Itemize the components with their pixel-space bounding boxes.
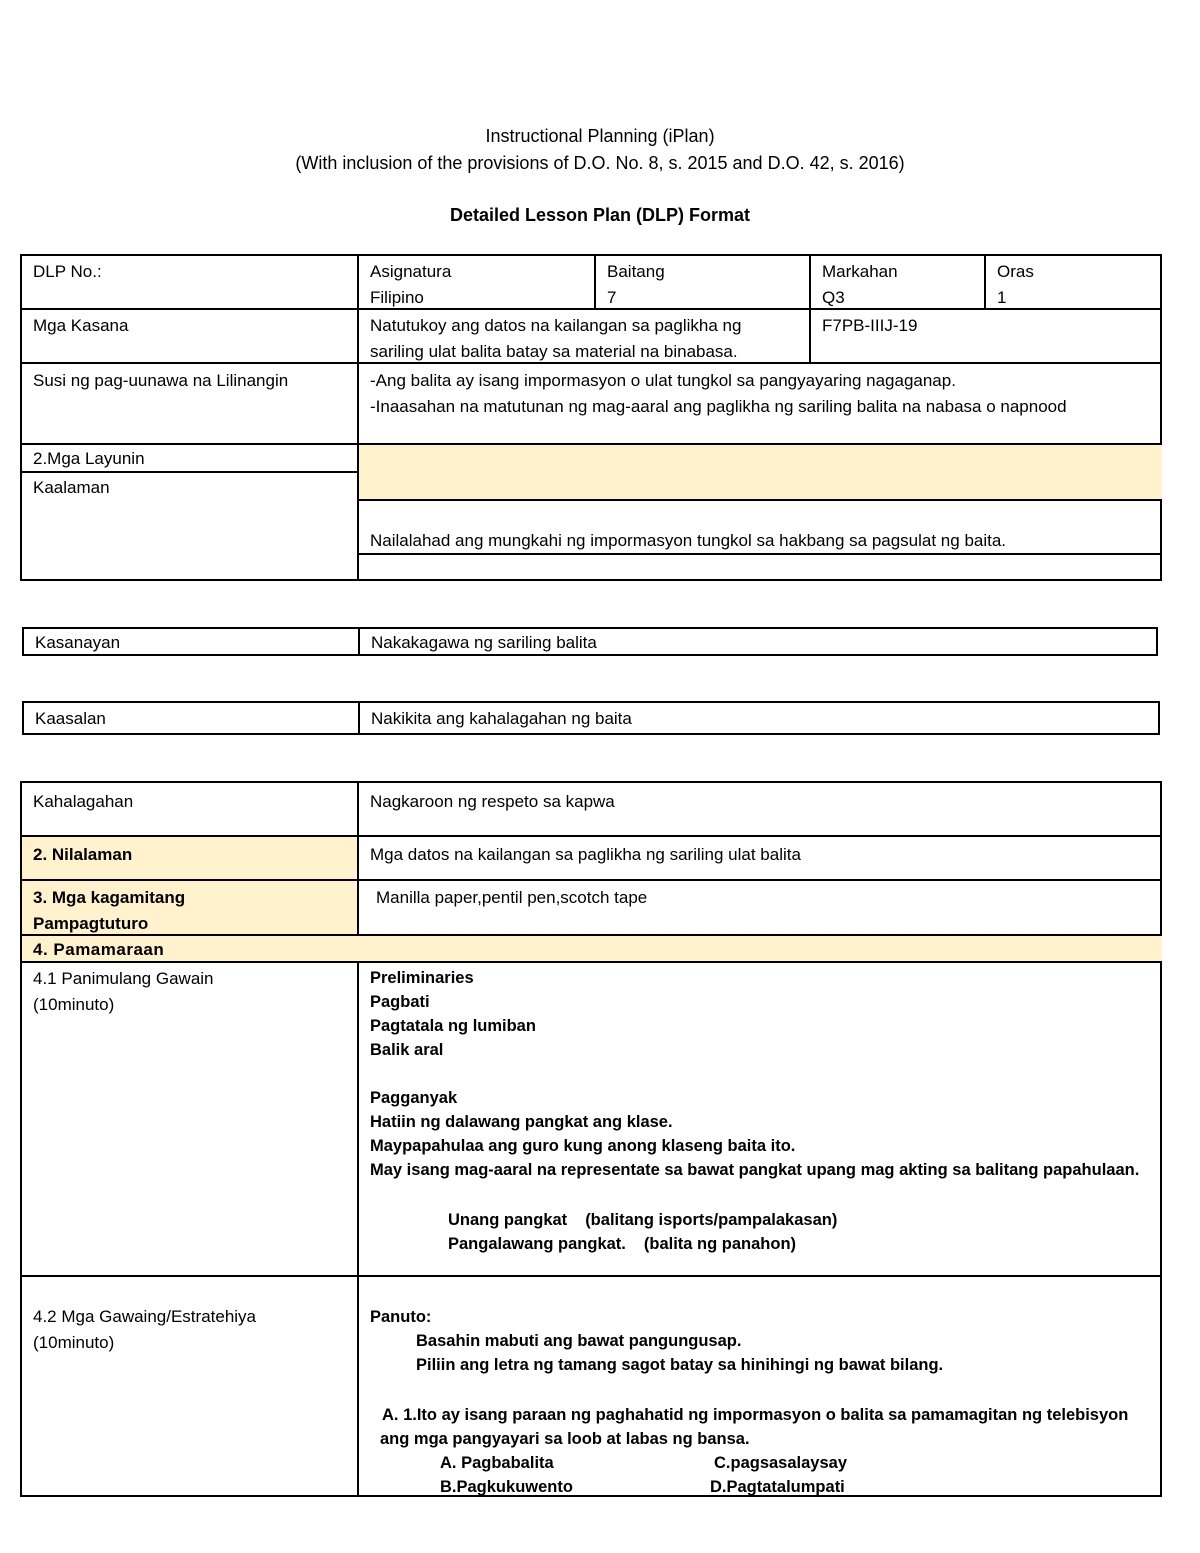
group1-name: Unang pangkat xyxy=(448,1211,568,1229)
direction-2: Piliin ang letra ng tamang sagot batay sa hinihingi ng bawat bilang. xyxy=(416,1356,944,1374)
content-text: Mga datos na kailangan sa paglikha ng sariling ulat balita xyxy=(370,845,801,864)
group1-line xyxy=(370,1208,1151,1232)
activity-duration: (10minuto) xyxy=(33,1333,115,1352)
question-line-2: ang mga pangyayari sa loob at labas ng bansa. xyxy=(380,1430,750,1448)
intro-content xyxy=(359,963,1162,1259)
quarter-cell xyxy=(811,256,984,314)
quarter-label: Markahan xyxy=(822,262,898,281)
intro-line: May isang mag-aaral na representate sa bawat pangkat upang mag akting sa balitang papahulaan. xyxy=(370,1161,1140,1179)
competency-label: Mga Kasana xyxy=(33,316,129,335)
intro-line: Maypapahulaa ang guro kung anong klaseng baita ito. xyxy=(370,1137,796,1155)
grade-value: 7 xyxy=(607,288,617,307)
group1-topic: (balitang isports/pampalakasan) xyxy=(585,1211,838,1229)
grade-label: Baitang xyxy=(607,262,665,281)
subject-cell xyxy=(359,256,594,314)
choice-b: B.Pagkukuwento xyxy=(440,1478,573,1496)
time-value: 1 xyxy=(997,288,1007,307)
main-table xyxy=(20,254,1162,581)
intro-line: Balik aral xyxy=(370,1041,444,1059)
skills-label: Kasanayan xyxy=(35,633,121,652)
attitude-table xyxy=(22,701,1160,735)
understanding-label: Susi ng pag-uunawa na Lilinangin xyxy=(33,371,289,390)
intro-line: Hatiin ng dalawang pangkat ang klase. xyxy=(370,1113,673,1131)
competency-text: Natutukoy ang datos na kailangan sa paglikha ng sariling ulat balita batay sa material na binabasa. xyxy=(370,316,742,361)
direction-1: Basahin mabuti ang bawat pangungusap. xyxy=(416,1332,742,1350)
intro-label-cell xyxy=(22,963,357,1021)
directions-label: Panuto: xyxy=(370,1308,432,1326)
materials-label: 3. Mga kagamitang Pampagtuturo xyxy=(33,888,186,933)
skills-table xyxy=(22,627,1158,656)
activity-label-cell xyxy=(22,1301,357,1359)
format-title: Detailed Lesson Plan (DLP) Format xyxy=(449,205,751,225)
question-line-1: A. 1.Ito ay isang paraan ng paghahatid ng impormasyon o balita sa pamamagitan ng telebisyon xyxy=(382,1406,1129,1424)
choice-a: A. Pagbabalita xyxy=(440,1454,554,1472)
procedure-table xyxy=(20,781,1162,1497)
competency-code: F7PB-IIIJ-19 xyxy=(822,316,918,335)
group2-name: Pangalawang pangkat. xyxy=(448,1235,626,1253)
choice-c: C.pagsasalaysay xyxy=(714,1454,848,1472)
choice-d: D.Pagtatalumpati xyxy=(710,1478,845,1496)
subject-label: Asignatura xyxy=(370,262,452,281)
intro-line: Pagtatala ng lumiban xyxy=(370,1017,536,1035)
choices-row-2 xyxy=(370,1475,1151,1499)
group2-topic: (balita ng panahon) xyxy=(643,1235,797,1253)
understanding-line2: -Inaasahan na matutunan ng mag-aaral ang paglikha ng sariling balita na nabasa o napnood xyxy=(370,397,1067,416)
procedure-label: 4. Pamamaraan xyxy=(33,940,165,959)
attitude-label: Kaasalan xyxy=(35,709,106,728)
knowledge-label: Kaalaman xyxy=(33,478,110,497)
attitude-text: Nakikita ang kahalagahan ng baita xyxy=(371,709,632,728)
subject-value: Filipino xyxy=(370,288,424,307)
knowledge-text: Nailalahad ang mungkahi ng impormasyon tungkol sa hakbang sa pagsulat ng baita. xyxy=(370,531,1007,550)
understanding-text xyxy=(359,365,1162,423)
intro-duration: (10minuto) xyxy=(33,995,115,1014)
intro-line: Preliminaries xyxy=(370,969,474,987)
intro-label: 4.1 Panimulang Gawain xyxy=(33,969,214,988)
quarter-value: Q3 xyxy=(822,288,845,307)
dlp-no-label: DLP No.: xyxy=(33,262,102,281)
grade-cell xyxy=(596,256,809,314)
group2-line xyxy=(370,1232,1151,1256)
objectives-highlight xyxy=(359,445,1162,499)
content-label: 2. Nilalaman xyxy=(33,845,133,864)
document-subtitle: (With inclusion of the provisions of D.O. No. 8, s. 2015 and D.O. 42, s. 2016) xyxy=(295,153,905,173)
activity-content xyxy=(359,1302,1162,1502)
objectives-label: 2.Mga Layunin xyxy=(33,449,145,468)
skills-text: Nakakagawa ng sariling balita xyxy=(371,633,597,652)
understanding-line1: -Ang balita ay isang impormasyon o ulat tungkol sa pangyayaring nagaganap. xyxy=(370,371,956,390)
values-label: Kahalagahan xyxy=(33,792,134,811)
intro-line: Pagbati xyxy=(370,993,430,1011)
choices-row-1 xyxy=(370,1451,1151,1475)
activity-label: 4.2 Mga Gawaing/Estratehiya xyxy=(33,1307,257,1326)
time-label: Oras xyxy=(997,262,1034,281)
document-title: Instructional Planning (iPlan) xyxy=(485,126,715,146)
values-text: Nagkaroon ng respeto sa kapwa xyxy=(370,792,615,811)
intro-line: Pagganyak xyxy=(370,1089,458,1107)
materials-text: Manilla paper,pentil pen,scotch tape xyxy=(376,888,648,907)
time-cell xyxy=(986,256,1162,314)
intro-line xyxy=(370,1062,1151,1086)
